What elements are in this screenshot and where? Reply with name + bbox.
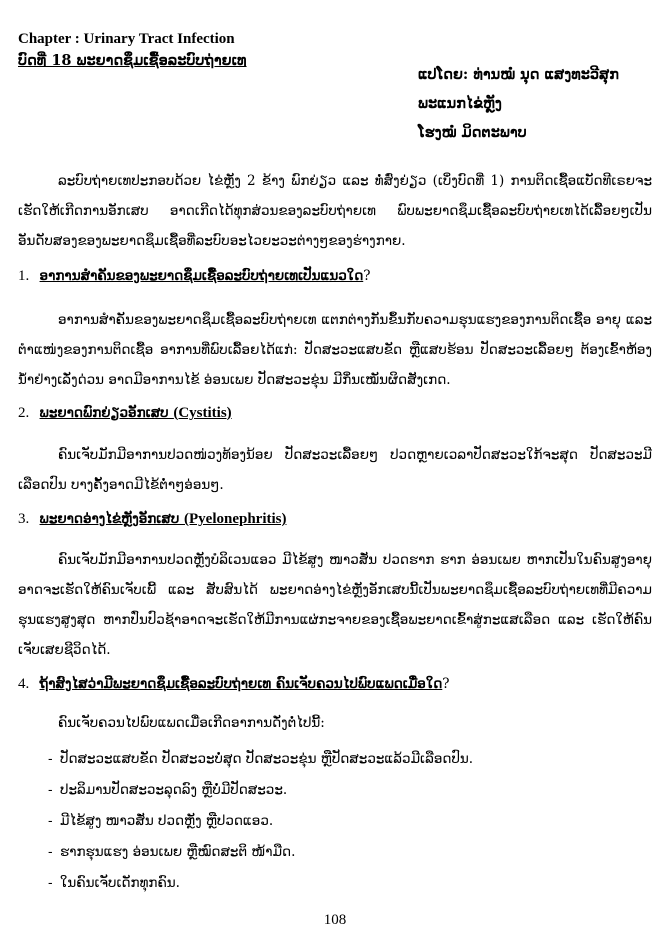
section-title <box>40 405 232 421</box>
chapter-title: Chapter : Urinary Tract Infection <box>18 31 235 47</box>
list-item-text: ໃນຄົນເຈັບເດັກທຸກຄົນ. <box>60 875 180 891</box>
section-title-latin: (Cystitis) <box>173 405 232 421</box>
section-title-text: ພະຍາດພົກຍ່ຽວອັກເສບ <box>39 405 174 421</box>
section-suffix: ? <box>442 676 450 692</box>
section-4-heading <box>18 676 450 693</box>
lesson-title: ບົດທີ່ 18 ພະຍາດຊຶມເຊື້ອລະບົບຖ່າຍເທ <box>18 52 247 69</box>
page-number: 108 <box>323 912 347 928</box>
list-item <box>48 837 473 868</box>
section-body-text: ຄົນເຈັບຄວນໄປພົບແພດເມື່ອເກີດອາການດັ່ງຕໍ່ໄປນີ້: <box>58 715 325 731</box>
section-title <box>40 676 443 692</box>
section-body-text: ຄົນເຈັບມັກມີອາການປວດໜ່ວງທ້ອງນ້ອຍ ປັດສະວະເລື້ອຍໆ ປວດຫຼາຍເວລາປັດສະວະໃກ້ຈະສຸດ ປັດສະວະມີເລືອດປົນ ບາງຄັ້ງອາດມີໄຂ້ຕ່ຳໆອ່ອນໆ. <box>18 447 652 493</box>
list-item <box>48 868 473 899</box>
section-3-body <box>18 545 652 665</box>
list-item-text: ຮາກຮຸນແຮງ ອ່ອນເພຍ ຫຼືໝົດສະຕິ ໜ້າມືດ. <box>60 844 296 860</box>
section-title <box>40 511 287 527</box>
list-item-text: ມີໄຂ້ສູງ ໜາວສັ່ນ ປວດຫຼັງ ຫຼືປວດແອວ. <box>60 813 274 829</box>
section-2-heading <box>18 405 232 422</box>
section-1-body <box>18 305 652 395</box>
author-block <box>418 66 619 153</box>
section-number: 1. <box>18 268 30 284</box>
section-number: 3. <box>18 511 30 527</box>
section-suffix: ? <box>363 268 371 284</box>
section-title-text: ພະຍາດອ່າງໄຂ່ຫຼັງອັກເສບ <box>39 511 184 527</box>
section-4-body <box>18 708 652 738</box>
dash-bullet: - <box>48 875 53 891</box>
symptom-list <box>48 744 473 899</box>
translator-line: ແປໂດຍ: ທ່ານໝໍ ນຸດ ແສງທະວີສຸກ <box>418 66 619 83</box>
section-title-text: ອາການສຳຄັນຂອງພະຍາດຊຶມເຊື້ອລະບົບຖ່າຍເທເປັນແນວໃດ <box>39 268 364 284</box>
list-item-text: ປະລິມານປັດສະວະລຸດລົງ ຫຼືບໍ່ມີປັດສະວະ. <box>60 782 288 798</box>
section-number: 4. <box>18 676 30 692</box>
intro-paragraph <box>18 166 652 256</box>
list-item <box>48 744 473 775</box>
dash-bullet: - <box>48 813 53 829</box>
dash-bullet: - <box>48 844 53 860</box>
section-number: 2. <box>18 405 30 421</box>
hospital-line: ໂຮງໝໍ ມິດຕະພາບ <box>418 124 527 141</box>
section-2-body <box>18 440 652 500</box>
dash-bullet: - <box>48 751 53 767</box>
department-line: ພະແນກໄຂ່ຫຼັງ <box>418 95 502 112</box>
dash-bullet: - <box>48 782 53 798</box>
section-title-text: ຖ້າສົງໄສວ່າມີພະຍາດຊຶມເຊື້ອລະບົບຖ່າຍເທ ຄົນເຈັບຄວນໄປພົບແພດເມື່ອໃດ <box>39 676 443 692</box>
list-item <box>48 775 473 806</box>
list-item-text: ປັດສະວະແສບຂັດ ປັດສະວະບໍ່ສຸດ ປັດສະວະຂຸ່ນ ຫຼືປັດສະວະແລ້ວມີເລືອດປົນ. <box>60 751 474 767</box>
section-1-heading <box>18 268 370 285</box>
section-title-latin: (Pyelonephritis) <box>184 511 287 527</box>
intro-text: ລະບົບຖ່າຍເທປະກອບດ້ວຍ ໄຂ່ຫຼັງ 2 ຂ້າງ ພົກຍ່ຽວ ແລະ ທໍ່ສົ່ງຍ່ຽວ (ເບິ່ງບົດທີ່ 1) ການຕິດເຊື້ອແບັດທີເຣຍຈະເຮັດໃຫ້ເກີດການອັກເສບ ອາດເກີດໄດ້ທຸກສ່ວນຂອງລະບົບຖ່າຍເທ ພົບພະຍາດຊຶມເຊື້ອລະບົບຖ່າຍເທໄດ້ເລື້ອຍໆເປັນອັນດັບສອງຂອງພະຍາດຊຶມເຊື້ອທີ່ລະບົບອະໄວຍະວະຕ່າງໆຂອງຮ່າງກາຍ. <box>18 173 652 249</box>
section-body-text: ຄົນເຈັບມັກມີອາການປວດຫຼັງບໍລິເວນແອວ ມີໄຂ້ສູງ ໜາວສັ່ນ ປວດຮາກ ຮາກ ອ່ອນເພຍ ຫາກເປັນໃນຄົນສູງອາຍຸ ອາດຈະເຮັດໃຫ້ຄົນເຈັບເພີ້ ແລະ ສັບສົນໄດ້ ພະຍາດອ່າງໄຂ່ຫຼັງອັກເສບນີ້ເປັນພະຍາດຊຶມເຊື້ອລະບົບຖ່າຍເທທີ່ມີຄວາມຮຸນແຮງສູງສຸດ ຫາກປົ່ນປົວຊ້າອາດຈະເຮັດໃຫ້ມີການແຜ່ກະຈາຍຂອງເຊື້ອພະຍາດເຂົ້າສູ່ກະແສເລືອດ ແລະ ເຮັດໃຫ້ຄົນເຈັບເສຍຊີວິດໄດ້. <box>18 552 652 658</box>
section-body-text: ອາການສຳຄັນຂອງພະຍາດຊຶມເຊື້ອລະບົບຖ່າຍເທ ແຕກຕ່າງກັນຂຶ້ນກັບຄວາມຮຸນແຮງຂອງການຕິດເຊື້ອ ອາຍຸ ແລະ ຕຳແໜ່ງຂອງການຕິດເຊື້ອ ອາການທີ່ພົບເລື້ອຍໄດ້ແກ່: ປັດສະວະແສບຂັດ ຫຼືແສບຮ້ອນ ປັດສະວະເລື້ອຍໆ ຕ້ອງເຂົ້າຫ້ອງນ້ຳຢ່າງເລັ່ງດ່ວນ ອາດມີອາການໄຂ້ ອ່ອນເພຍ ປັດສະວະຂຸ່ນ ມີກິ່ນເໝັນຜິດສັງເກດ. <box>18 312 652 388</box>
section-3-heading <box>18 511 287 528</box>
list-item <box>48 806 473 837</box>
section-title <box>40 268 364 284</box>
